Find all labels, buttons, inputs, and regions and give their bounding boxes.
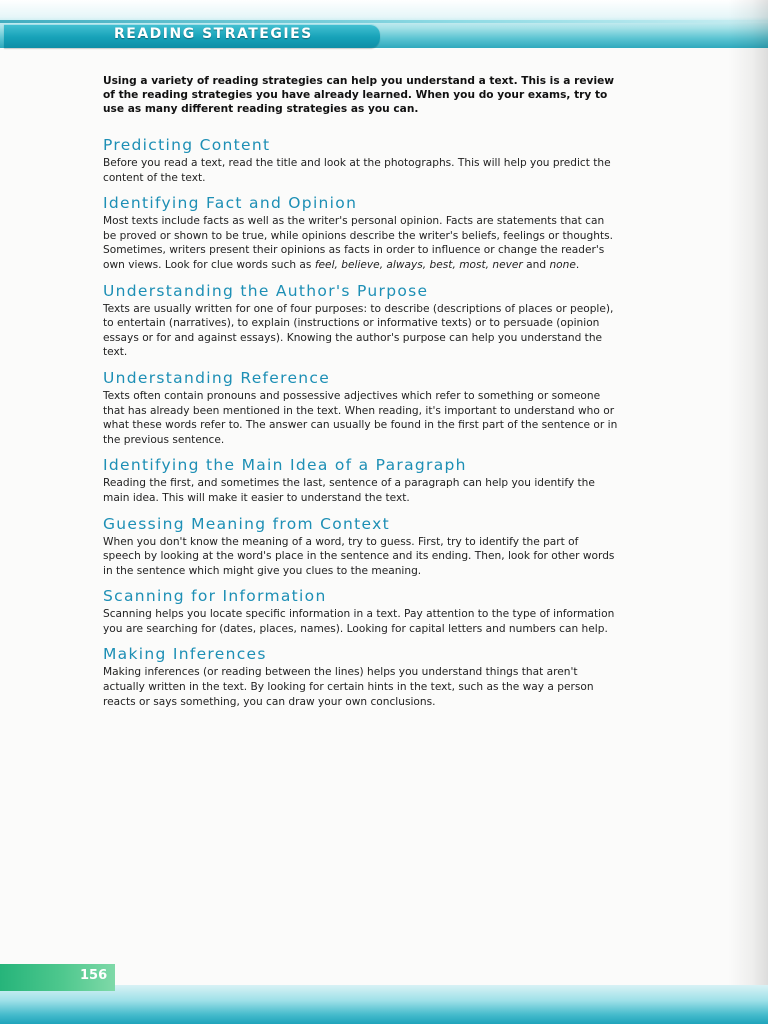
section-body: Scanning helps you locate specific information in a text. Pay attention to the type of information you are searching for (dates, places, names). Looking for capital letters and numbers can help. [103,608,615,635]
footer-band [0,985,768,1024]
clue-words: feel, believe, always, best, most, never [314,258,523,271]
page-number: 156 [80,968,108,983]
section-body: Texts often contain pronouns and possessive adjectives which refer to something or someone that has already been mentioned in the text. When reading, it's important to understand who or what these words refer to. The answer can usually be found in the first part of the sentence or in the previous sentence. [103,389,618,446]
body-text: Most texts include facts as well as the writer's personal opinion. Facts are statements that can be proved or shown to be true, while opinions describe the writer's beliefs, feelings or thoughts. Sometimes, writers present their opinions as facts in order to influence or change the reader's own views. Look for clue words such as [103,215,613,271]
section-body: When you don't know the meaning of a word, try to guess. First, try to identify the part of speech by looking at the word's place in the sentence and its ending. Then, look for other words in the sentence which might give you clues to the meaning. [103,535,615,577]
section-heading: Predicting Content [103,136,271,154]
section-heading: Identifying the Main Idea of a Paragraph [103,456,467,475]
body-text: . [575,258,580,271]
section-heading: Scanning for Information [103,587,327,606]
section-body [103,214,618,272]
section-predicting-content [103,136,618,185]
section-title: READING STRATEGIES [114,26,313,42]
body-text: and [522,258,550,271]
section-meaning-context [103,515,618,579]
section-main-idea [103,456,618,505]
section-reference [103,369,618,447]
section-authors-purpose [103,282,618,360]
section-heading: Understanding the Author's Purpose [103,281,429,300]
section-scanning [103,587,618,636]
section-heading: Guessing Meaning from Context [103,514,390,533]
section-body: Before you read a text, read the title and look at the photographs. This will help you predict the content of the text. [103,157,611,184]
section-heading: Identifying Fact and Opinion [103,194,358,213]
section-body: Reading the first, and sometimes the last, sentence of a paragraph can help you identify the main idea. This will make it easier to understand the text. [103,477,595,504]
section-fact-opinion [103,194,618,272]
section-inferences [103,645,618,709]
main-content [103,74,618,718]
section-heading: Understanding Reference [103,368,331,387]
section-tab [4,24,380,48]
section-body: Texts are usually written for one of four purposes: to describe (descriptions of places or people), to entertain (narratives), to explain (instructions or informative texts) or to persuade (opinion essays or for and against essays). Knowing the author's purpose can help you understand the text. [103,302,614,359]
page-spine-shadow [728,0,768,1024]
intro-paragraph: Using a variety of reading strategies can help you understand a text. This is a review of the reading strategies you have already learned. When you do your exams, try to use as many different reading strategies as you can. [103,75,615,115]
clue-word-none: none [549,258,576,271]
section-heading: Making Inferences [103,645,267,664]
section-body: Making inferences (or reading between the lines) helps you understand things that aren't actually written in the text. By looking for certain hints in the text, such as the way a person reacts or says something, you can draw your own conclusions. [103,666,594,708]
